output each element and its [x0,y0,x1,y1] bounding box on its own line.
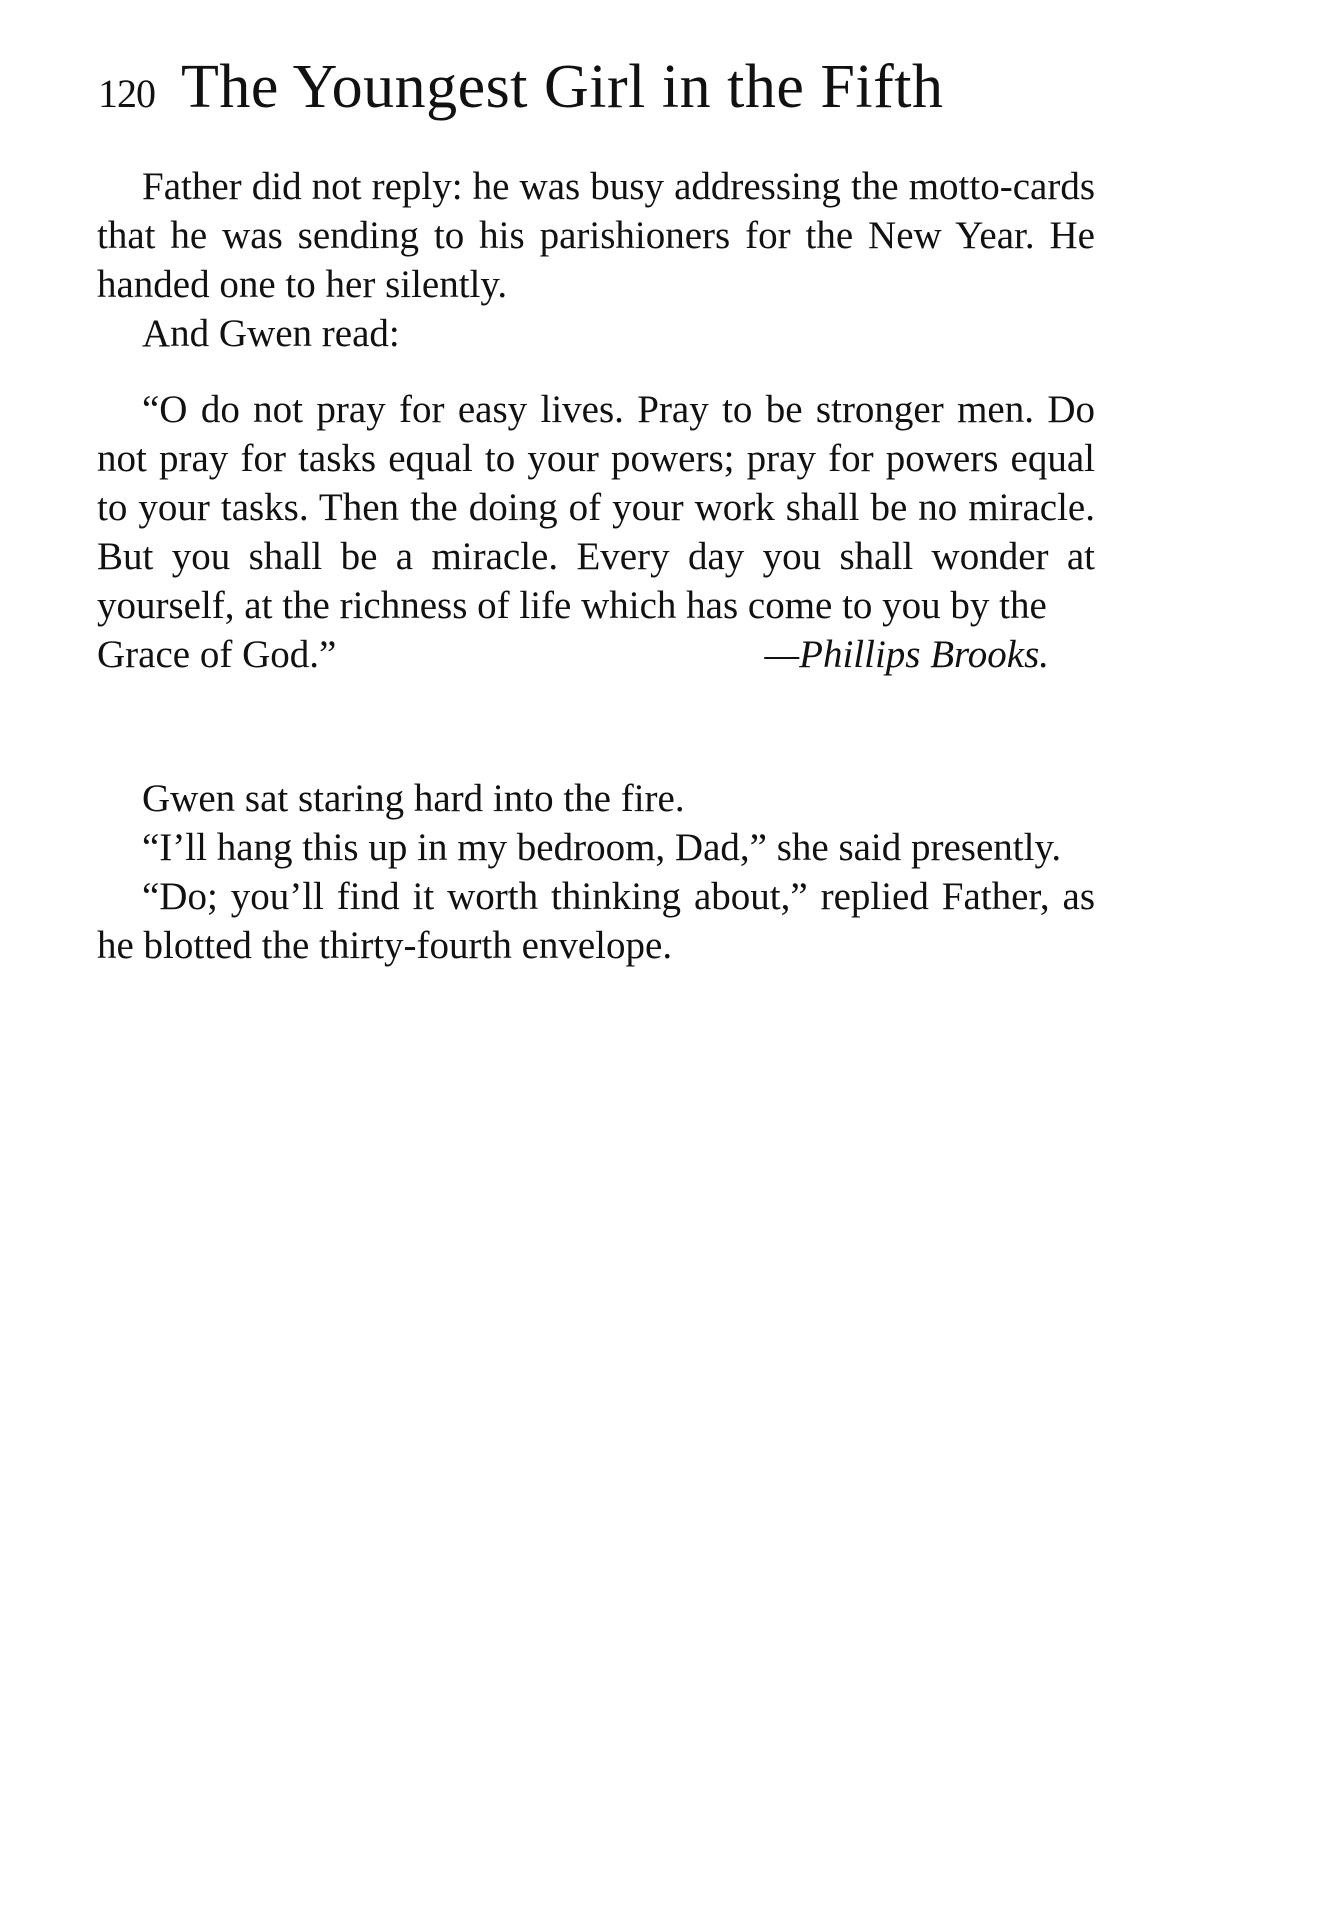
paragraph-father-addressing-cards: Father did not reply: he was busy addressing the motto-cards that he was sending to his parishioners for the New Year. He handed one to her silently. [97,165,1095,306]
closing-paragraphs [97,774,1095,970]
book-title: The Youngest Girl in the Fifth [181,53,944,121]
motto-quotation [97,385,1095,679]
quotation-body: “O do not pray for easy lives. Pray to be stronger men. Do not pray for tasks equal to your powers; pray for powers equal to your tasks. Then the doing of your work shall be no miracle. But you shall be a miracle. Every day you shall wonder at yourself, at the richness of life which has come to you by the [97,388,1095,627]
paragraph-gwen-staring: Gwen sat staring hard into the fire. [142,777,685,820]
paragraph-hang-in-bedroom: “I’ll hang this up in my bedroom, Dad,” she said presently. [142,826,1062,869]
quotation-final-line [97,630,1095,679]
paragraph-gwen-read: And Gwen read: [142,312,400,355]
page-number: 120 [98,71,155,116]
paragraph-father-reply: “Do; you’ll find it worth thinking about,” replied Father, as he blotted the thirty-fourth envelope. [97,875,1095,967]
quotation-attribution: —Phillips Brooks. [764,633,1049,676]
opening-paragraphs [97,162,1095,358]
running-head [98,52,1098,132]
quotation-ending: Grace of God.” [97,633,337,676]
